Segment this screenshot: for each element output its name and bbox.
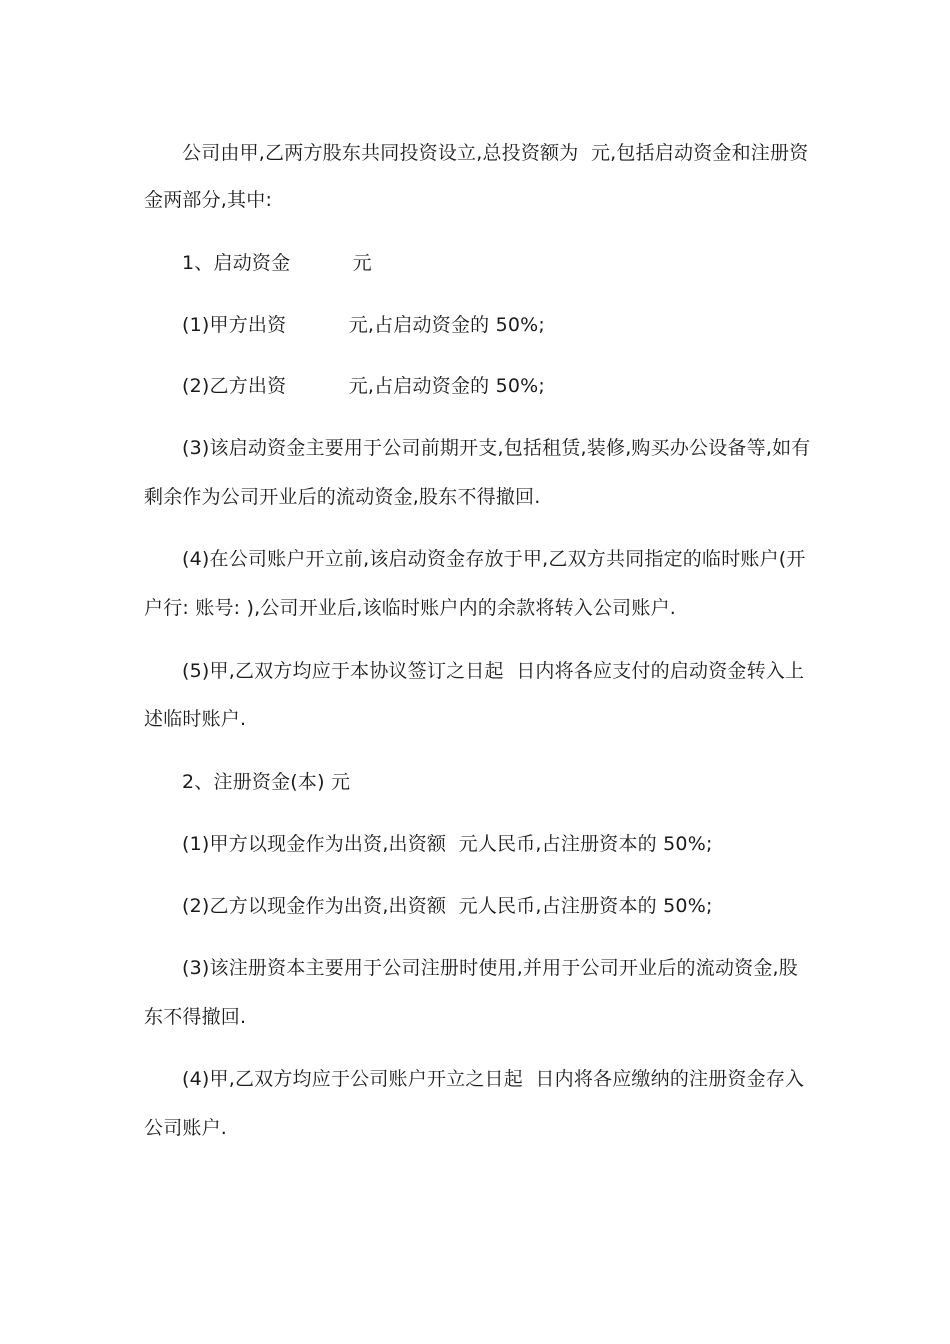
paragraph-line: (1)甲方出资 元,占启动资金的 50%;	[182, 314, 546, 336]
paragraph-line: 剩余作为公司开业后的流动资金,股东不得撤回.	[144, 486, 541, 508]
paragraph-line: 公司由甲,乙两方股东共同投资设立,总投资额为 元,包括启动资金和注册资	[182, 142, 809, 164]
paragraph-line: (2)乙方出资 元,占启动资金的 50%;	[182, 375, 546, 397]
paragraph-line: 述临时账户.	[144, 708, 247, 730]
paragraph-line: 公司账户.	[144, 1117, 228, 1139]
paragraph-line: (1)甲方以现金作为出资,出资额 元人民币,占注册资本的 50%;	[182, 833, 713, 855]
paragraph-line: (2)乙方以现金作为出资,出资额 元人民币,占注册资本的 50%;	[182, 895, 713, 917]
paragraph-line: (3)该启动资金主要用于公司前期开支,包括租赁,装修,购买办公设备等,如有	[182, 437, 811, 459]
section-heading: 2、注册资金(本) 元	[182, 771, 351, 793]
paragraph-line: (5)甲,乙双方均应于本协议签订之日起 日内将各应支付的启动资金转入上	[182, 660, 805, 682]
section-heading: 1、启动资金 元	[182, 252, 372, 274]
paragraph-line: (4)甲,乙双方均应于公司账户开立之日起 日内将各应缴纳的注册资金存入	[182, 1068, 805, 1090]
paragraph-line: (3)该注册资本主要用于公司注册时使用,并用于公司开业后的流动资金,股	[182, 957, 798, 979]
paragraph-line: 金两部分,其中:	[144, 189, 273, 211]
paragraph-line: 户行: 账号: ),公司开业后,该临时账户内的余款将转入公司账户.	[144, 597, 677, 619]
paragraph-line: (4)在公司账户开立前,该启动资金存放于甲,乙双方共同指定的临时账户(开	[182, 548, 806, 570]
paragraph-line: 东不得撤回.	[144, 1006, 247, 1028]
